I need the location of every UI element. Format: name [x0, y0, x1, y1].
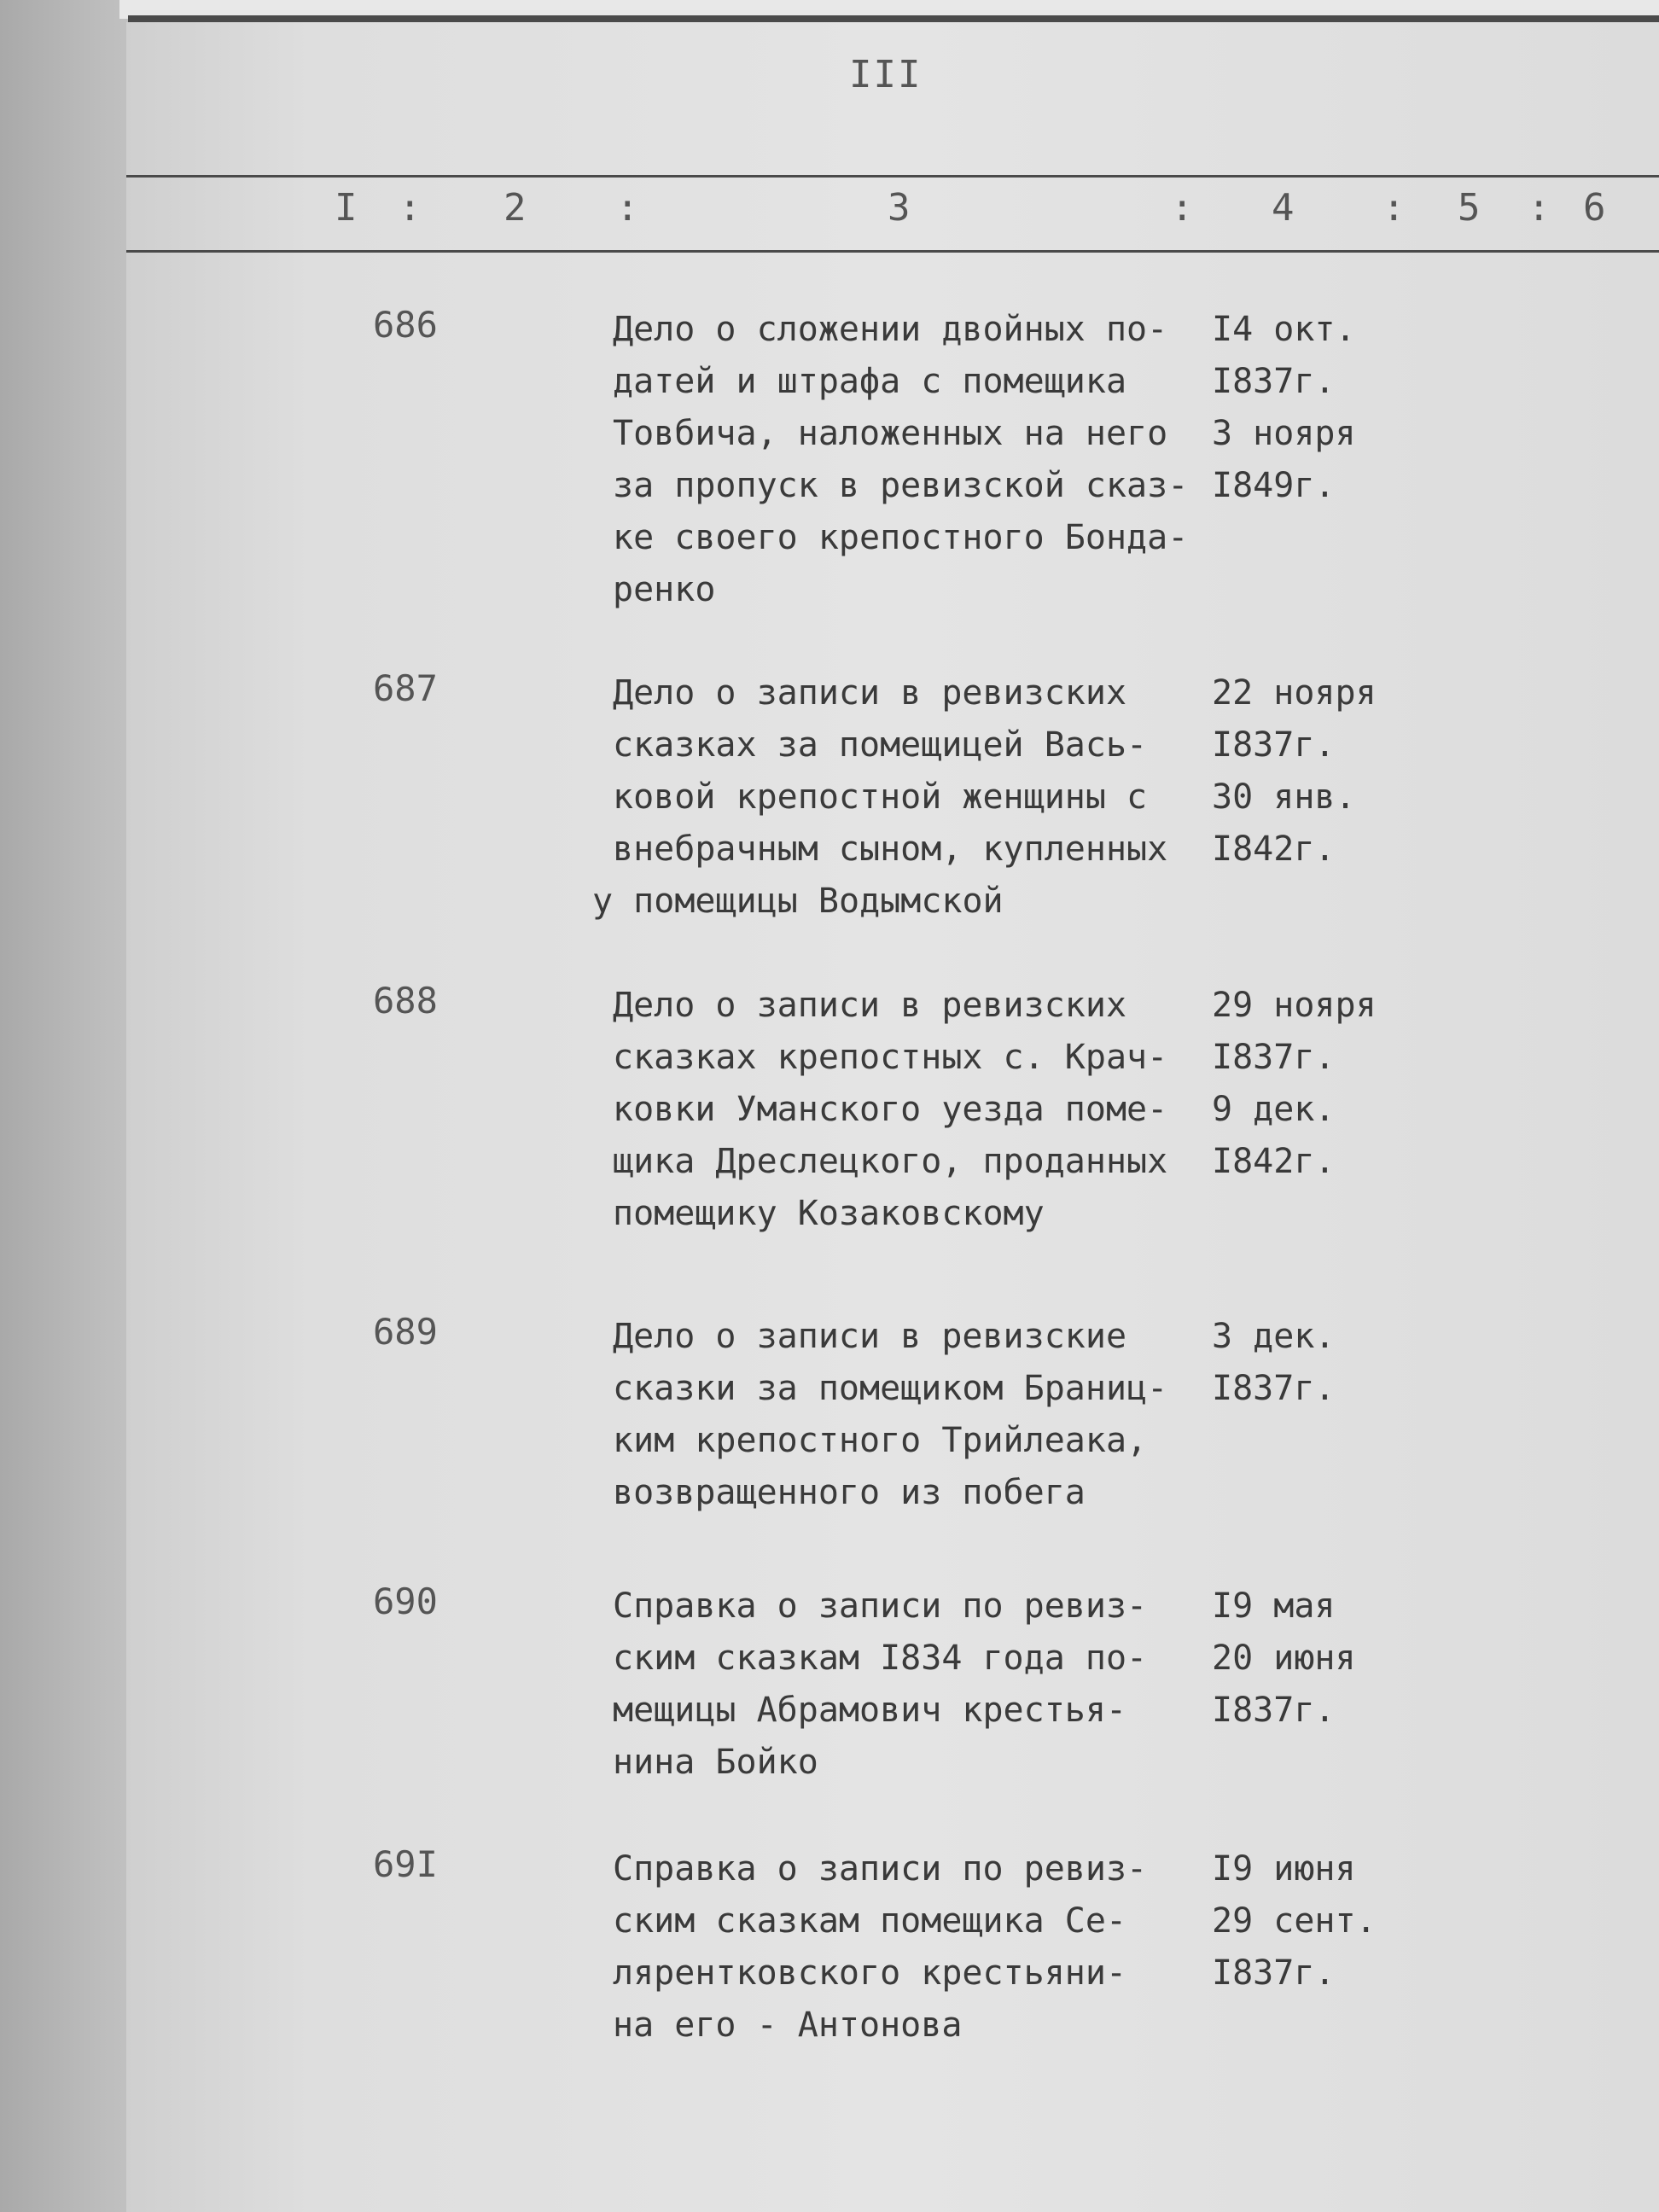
- column-header: 5: [1458, 186, 1481, 230]
- date-line: 3 нояря: [1212, 414, 1356, 453]
- date-line: I837г.: [1212, 1691, 1336, 1730]
- column-separator: :: [399, 186, 422, 230]
- date-line: 3 дек.: [1212, 1317, 1336, 1356]
- entry-dates: [1212, 980, 1377, 1188]
- date-line: 30 янв.: [1212, 777, 1356, 817]
- description-line: ким крепостного Трийлеака,: [613, 1421, 1148, 1460]
- description-line: сказках за помещицей Вась-: [613, 725, 1148, 765]
- column-header: 4: [1272, 186, 1295, 230]
- entry-description: [592, 667, 1210, 928]
- entry-dates: [1212, 1580, 1356, 1737]
- date-line: I9 июня: [1212, 1849, 1356, 1889]
- column-header: 3: [888, 186, 911, 230]
- entry-description: [613, 1311, 1210, 1519]
- column-separator: :: [1171, 186, 1194, 230]
- entry-dates: [1212, 1311, 1336, 1415]
- entry-description: [613, 1580, 1210, 1789]
- column-header: I: [335, 186, 358, 230]
- description-line: ковой крепостной женщины с: [613, 777, 1148, 817]
- column-header: 2: [504, 186, 527, 230]
- description-line: Дело о сложении двойных по-: [613, 310, 1168, 349]
- description-line: лярентковского крестьяни-: [613, 1953, 1127, 1993]
- date-line: I837г.: [1212, 1038, 1336, 1077]
- description-line: ке своего крепостного Бонда-: [613, 518, 1189, 557]
- entry-number: 687: [373, 667, 438, 709]
- entry-number: 690: [373, 1580, 438, 1622]
- date-line: I837г.: [1212, 1953, 1336, 1993]
- description-line: ским сказкам помещика Се-: [613, 1901, 1127, 1941]
- entry-dates: [1212, 304, 1356, 512]
- description-line: внебрачным сыном, купленных: [613, 830, 1168, 869]
- description-line: помещику Козаковскому: [613, 1194, 1045, 1233]
- date-line: 9 дек.: [1212, 1090, 1336, 1129]
- entry-description: [613, 980, 1210, 1240]
- date-line: I842г.: [1212, 830, 1336, 869]
- description-line: у помещицы Водымской: [592, 882, 1004, 921]
- date-line: 29 нояря: [1212, 986, 1377, 1025]
- entry-dates: [1212, 1843, 1377, 2000]
- date-line: I842г.: [1212, 1142, 1336, 1181]
- page-number: III: [849, 53, 923, 96]
- description-line: щика Дреслецкого, проданных: [613, 1142, 1168, 1181]
- description-line: ковки Уманского уезда поме-: [613, 1090, 1168, 1129]
- description-line: Дело о записи в ревизских: [613, 673, 1127, 713]
- date-line: I837г.: [1212, 362, 1336, 401]
- column-separator: :: [1382, 186, 1406, 230]
- column-header: 6: [1583, 186, 1606, 230]
- description-line: Дело о записи в ревизские: [613, 1317, 1127, 1356]
- column-separator: :: [1528, 186, 1551, 230]
- date-line: I9 мая: [1212, 1586, 1336, 1626]
- entry-description: [613, 1843, 1210, 2052]
- date-line: I849г.: [1212, 466, 1336, 505]
- column-separator: :: [616, 186, 639, 230]
- description-line: ренко: [613, 570, 716, 609]
- description-line: на его - Антонова: [613, 2005, 963, 2045]
- entry-number: 689: [373, 1311, 438, 1353]
- date-line: I837г.: [1212, 1369, 1336, 1408]
- date-line: I4 окт.: [1212, 310, 1356, 349]
- description-line: датей и штрафа с помещика: [613, 362, 1127, 401]
- description-line: Дело о записи в ревизских: [613, 986, 1127, 1025]
- date-line: 22 нояря: [1212, 673, 1377, 713]
- date-line: 29 сент.: [1212, 1901, 1377, 1941]
- entry-number: 686: [373, 304, 438, 346]
- description-line: за пропуск в ревизской сказ-: [613, 466, 1189, 505]
- description-line: мещицы Абрамович крестья-: [613, 1691, 1127, 1730]
- description-line: возвращенного из побега: [613, 1473, 1086, 1512]
- description-line: сказках крепостных с. Крач-: [613, 1038, 1168, 1077]
- entry-dates: [1212, 667, 1377, 876]
- entry-description: [613, 304, 1210, 616]
- description-line: нина Бойко: [613, 1743, 818, 1782]
- entry-number: 688: [373, 980, 438, 1022]
- description-line: Справка о записи по ревиз-: [613, 1849, 1148, 1889]
- description-line: сказки за помещиком Браниц-: [613, 1369, 1168, 1408]
- date-line: I837г.: [1212, 725, 1336, 765]
- entry-number: 69I: [373, 1843, 438, 1885]
- description-line: Справка о записи по ревиз-: [613, 1586, 1148, 1626]
- description-line: ским сказкам I834 года по-: [613, 1639, 1148, 1678]
- description-line: Товбича, наложенных на него: [613, 414, 1168, 453]
- date-line: 20 июня: [1212, 1639, 1356, 1678]
